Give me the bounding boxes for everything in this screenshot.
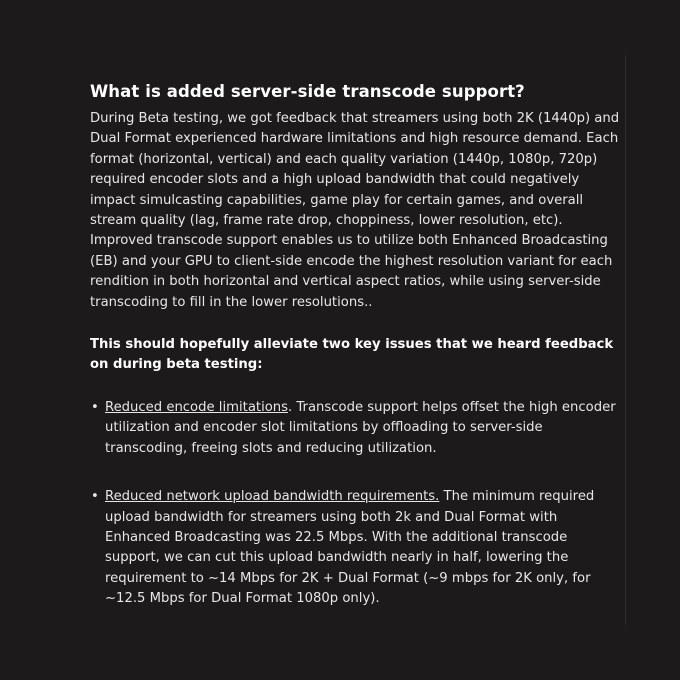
article-content bbox=[90, 82, 620, 610]
list-item bbox=[90, 487, 620, 609]
list-item-text: The minimum required upload bandwidth for streamers using both 2k and Dual Format with Enhanced Broadcasting was 22.5 Mbps. With the additional transcode support, we can cut this upload bandwidth nearly in half, lowering the requirement to ~14 Mbps for 2K + Dual Format (~9 mbps for 2K only, for ~12.5 Mbps for Dual Format 1080p only). bbox=[105, 489, 595, 607]
bullet-icon: • bbox=[91, 399, 99, 415]
reduced-encode-limitations-link[interactable]: Reduced encode limitations bbox=[105, 399, 289, 415]
list-item-text: . Transcode support helps offset the high encoder utilization and encoder slot limitations by offloading to server-side transcoding, freeing slots and reducing utilization. bbox=[105, 399, 616, 456]
reduced-bandwidth-link[interactable]: Reduced network upload bandwidth requirements. bbox=[105, 489, 440, 505]
vertical-divider bbox=[625, 55, 626, 625]
section-heading: What is added server-side transcode support? bbox=[90, 82, 525, 101]
lead-paragraph: This should hopefully alleviate two key issues that we heard feedback on during beta testing: bbox=[90, 337, 614, 373]
bullet-icon: • bbox=[91, 489, 99, 505]
issues-list bbox=[90, 398, 620, 610]
intro-paragraph: During Beta testing, we got feedback that streamers using both 2K (1440p) and Dual Format experienced hardware limitations and high resource demand. Each format (horizontal, vertical) and each quality variation (1440p, 1080p, 720p) required encoder slots and a high upload bandwidth that could negatively impact simulcasting capabilities, game play for certain games, and overall stream quality (lag, frame rate drop, choppiness, lower resolution, etc). Improved transcode support enables us to utilize both Enhanced Broadcasting (EB) and your GPU to client-side encode the highest resolution variant for each rendition in both horizontal and vertical aspect ratios, while using server-side transcoding to fill in the lower resolutions.. bbox=[90, 111, 620, 310]
list-item bbox=[90, 398, 620, 459]
